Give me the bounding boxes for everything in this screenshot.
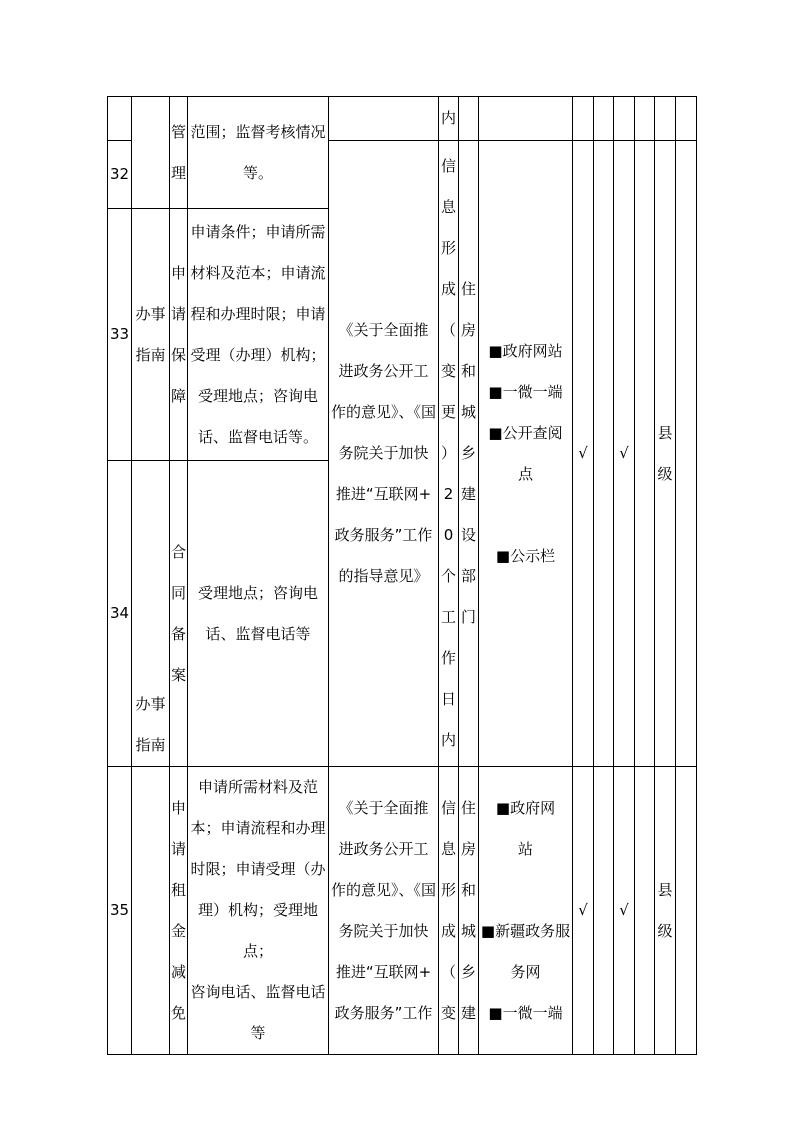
category-text: 指南 xyxy=(135,345,166,364)
subject-cell xyxy=(459,767,479,1055)
item-cell xyxy=(170,209,188,461)
basis-cell xyxy=(329,767,439,1055)
subject-char: 房 xyxy=(460,321,476,339)
check-cell xyxy=(573,97,594,141)
check-all-cell xyxy=(573,141,594,767)
category-text: 指南 xyxy=(135,736,166,754)
check-all-cell xyxy=(573,767,594,1055)
subject-char: 乡 xyxy=(460,444,476,462)
item-char: 障 xyxy=(170,386,186,405)
subject-cell xyxy=(459,97,479,141)
check-dept-cell xyxy=(614,141,635,767)
item-char: 请 xyxy=(170,304,186,323)
disclosure-table xyxy=(107,96,697,1055)
item-cell xyxy=(170,97,188,209)
level-cell xyxy=(655,141,676,767)
subject-char: 住 xyxy=(460,798,476,817)
time-char: 内 xyxy=(440,109,456,127)
subject-cell xyxy=(459,141,479,767)
check-cell xyxy=(594,767,614,1055)
content-cell xyxy=(188,209,329,461)
channel-item: ■一微一端 xyxy=(488,1003,563,1022)
category-text: 办事 xyxy=(135,304,166,323)
level-char: 县 xyxy=(657,880,673,899)
time-char: 日 xyxy=(440,690,456,708)
time-char: 0 xyxy=(443,526,454,544)
time-char: （ xyxy=(440,321,456,339)
content-text: 申请条件；申请所需 材料及范本；申请流 程和办理时限；申请 受理（办理）机构； 受理地点；咨询电 话、监督电话等。 xyxy=(190,222,326,446)
channel-item: ■新疆政务服 务网 xyxy=(480,921,571,981)
time-char: ） xyxy=(440,444,456,462)
channel-item: ■公示栏 xyxy=(495,546,556,565)
time-char: 更 xyxy=(440,403,456,421)
content-cell xyxy=(188,767,329,1055)
item-char: 保 xyxy=(170,345,186,364)
time-char: 工 xyxy=(440,608,456,626)
time-char: 形 xyxy=(440,239,456,257)
time-char: 个 xyxy=(440,567,456,585)
subject-char: 建 xyxy=(460,1003,476,1022)
item-char: 减 xyxy=(170,962,186,981)
channel-item: ■公开查阅 点 xyxy=(488,423,563,483)
level-cell xyxy=(655,767,676,1055)
time-cell xyxy=(439,97,459,141)
table-row xyxy=(108,97,697,141)
subject-char: 房 xyxy=(460,839,476,858)
row-number: 34 xyxy=(108,461,132,767)
time-char: 信 xyxy=(440,798,456,817)
check-cell xyxy=(676,141,697,767)
basis-text: 《关于全面推 进政务公开工 作的意见》、《国 务院关于加快 推进“互联网+ 政务服务”工作 的指导意见》 xyxy=(330,321,436,585)
time-char: 息 xyxy=(440,198,456,216)
subject-char: 乡 xyxy=(460,962,476,981)
subject-char: 和 xyxy=(460,880,476,899)
item-char: 案 xyxy=(170,665,186,684)
level-char: 级 xyxy=(657,921,673,940)
subject-char: 设 xyxy=(460,526,476,544)
channel-item: ■一微一端 xyxy=(488,382,563,401)
check-dept-cell xyxy=(614,767,635,1055)
row-number: 33 xyxy=(108,209,132,461)
item-char: 免 xyxy=(170,1003,186,1022)
channel-cell xyxy=(479,97,573,141)
item-char: 管 xyxy=(170,122,186,141)
time-char: 2 xyxy=(443,485,454,503)
subject-char: 城 xyxy=(460,403,476,421)
time-cell xyxy=(439,767,459,1055)
time-char: 信 xyxy=(440,157,456,175)
item-char: 合 xyxy=(170,542,186,561)
category-cell xyxy=(132,461,170,767)
check-cell xyxy=(594,141,614,767)
item-char: 请 xyxy=(170,839,186,858)
channel-cell xyxy=(479,767,573,1055)
row-number: 32 xyxy=(108,141,132,209)
check-cell xyxy=(635,141,655,767)
content-cell xyxy=(188,461,329,767)
time-char: 成 xyxy=(440,280,456,298)
row-number: 35 xyxy=(108,767,132,1055)
num-cell xyxy=(108,97,132,141)
time-char: 变 xyxy=(440,1003,456,1022)
subject-char: 部 xyxy=(460,567,476,585)
item-char: 申 xyxy=(170,798,186,817)
subject-char: 门 xyxy=(460,608,476,626)
check-cell xyxy=(614,97,635,141)
item-char: 租 xyxy=(170,880,186,899)
item-char: 同 xyxy=(170,583,186,602)
channel-cell xyxy=(479,141,573,767)
category-cell xyxy=(132,209,170,461)
time-char: 成 xyxy=(440,921,456,940)
check-cell xyxy=(676,767,697,1055)
content-cell xyxy=(188,97,329,209)
time-char: 形 xyxy=(440,880,456,899)
item-cell xyxy=(170,461,188,767)
basis-cell xyxy=(329,97,439,141)
content-text: 范围；监督考核情况 等。 xyxy=(190,122,326,182)
level-cell xyxy=(655,97,676,141)
content-text: 申请所需材料及范 本；申请流程和办理 时限；申请受理（办 理）机构；受理地点； 咨询电话、监督电话 等 xyxy=(190,778,326,1042)
channel-spacer xyxy=(479,870,572,911)
level-char: 级 xyxy=(657,464,673,483)
channel-item: ■政府网 站 xyxy=(495,798,556,858)
check-mark: √ xyxy=(619,444,629,462)
time-char: 内 xyxy=(440,731,456,749)
subject-char: 和 xyxy=(460,362,476,380)
subject-char: 城 xyxy=(460,921,476,940)
channel-spacer xyxy=(479,495,572,536)
check-mark: √ xyxy=(619,901,629,919)
item-cell xyxy=(170,767,188,1055)
basis-text: 《关于全面推 进政务公开工 作的意见》、《国 务院关于加快 推进“互联网+ 政务服务”工作 xyxy=(330,798,436,1022)
table-row xyxy=(108,767,697,1055)
item-char: 理 xyxy=(170,163,186,182)
channel-item: ■政府网站 xyxy=(488,341,563,360)
subject-char: 住 xyxy=(460,280,476,298)
time-char: 息 xyxy=(440,839,456,858)
check-mark: √ xyxy=(578,901,588,919)
level-char: 县 xyxy=(657,423,673,442)
time-cell xyxy=(439,141,459,767)
time-char: 变 xyxy=(440,362,456,380)
check-cell xyxy=(635,97,655,141)
check-cell xyxy=(635,767,655,1055)
item-char: 金 xyxy=(170,921,186,940)
check-cell xyxy=(594,97,614,141)
category-text: 办事 xyxy=(135,695,166,713)
check-cell xyxy=(676,97,697,141)
basis-cell xyxy=(329,141,439,767)
subject-char: 建 xyxy=(460,485,476,503)
item-char: 备 xyxy=(170,624,186,643)
item-char: 申 xyxy=(170,263,186,282)
check-mark: √ xyxy=(578,444,588,462)
time-char: （ xyxy=(440,962,456,981)
content-text: 受理地点；咨询电 话、监督电话等 xyxy=(197,583,318,643)
category-cell xyxy=(132,767,170,1055)
category-cell xyxy=(132,97,170,209)
time-char: 作 xyxy=(440,649,456,667)
